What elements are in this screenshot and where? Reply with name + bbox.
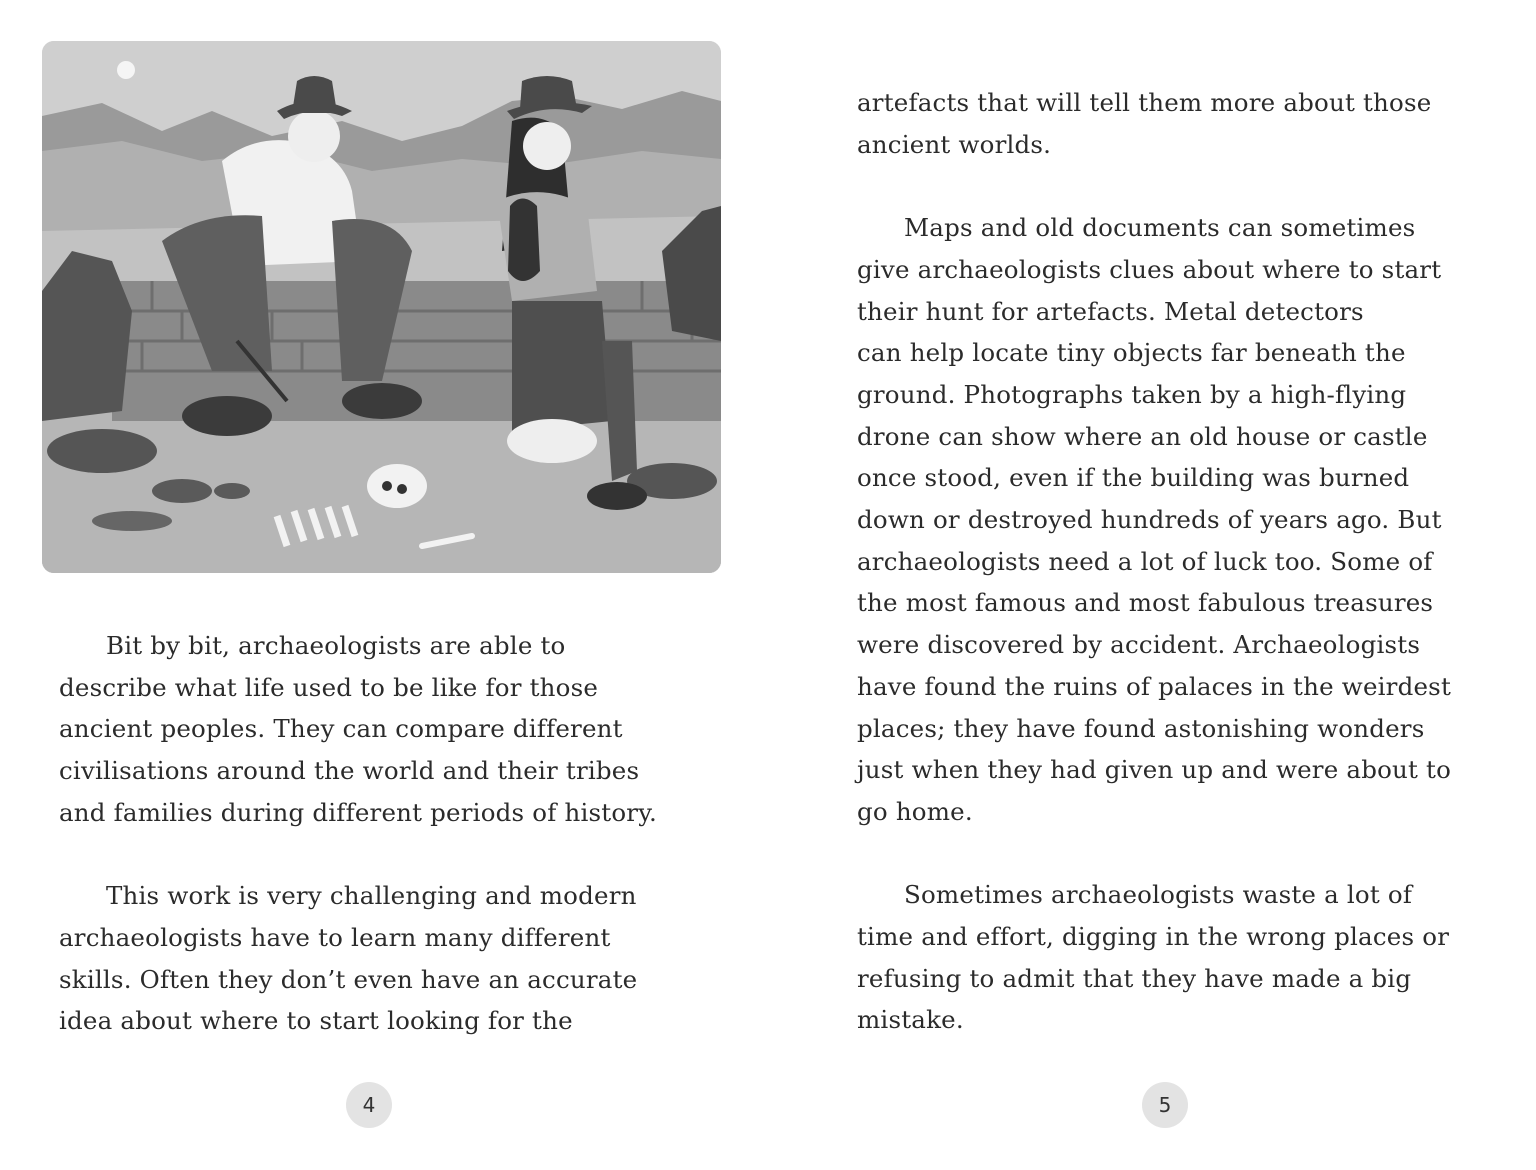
text-line: have found the ruins of palaces in the weirdest bbox=[857, 671, 1451, 701]
text-line: go home. bbox=[857, 796, 973, 826]
text-line: Bit by bit, archaeologists are able to bbox=[106, 631, 566, 660]
right-page bbox=[768, 0, 1536, 1170]
text-line: the most famous and most fabulous treasures bbox=[857, 588, 1434, 618]
text-line: Maps and old documents can sometimes bbox=[904, 213, 1416, 243]
text-line: give archaeologists clues about where to start bbox=[857, 254, 1442, 284]
text-line: places; they have found astonishing wonders bbox=[857, 713, 1425, 743]
text-line: can help locate tiny objects far beneath the bbox=[857, 338, 1406, 368]
text-line: were discovered by accident. Archaeologists bbox=[857, 630, 1421, 660]
text-line: idea about where to start looking for the bbox=[59, 1006, 573, 1036]
text-line: Sometimes archaeologists waste a lot of bbox=[904, 880, 1413, 910]
text-line: their hunt for artefacts. Metal detectors bbox=[857, 296, 1364, 326]
text-line: civilisations around the world and their tribes bbox=[59, 756, 640, 786]
text-line: archaeologists need a lot of luck too. Some of bbox=[857, 546, 1433, 576]
text-line: refusing to admit that they have made a big bbox=[857, 963, 1412, 993]
text-line: skills. Often they don’t even have an accurate bbox=[59, 964, 638, 994]
text-line: describe what life used to be like for those bbox=[59, 672, 599, 702]
illustration-image bbox=[42, 41, 721, 573]
text-line: just when they had given up and were about to bbox=[857, 755, 1452, 785]
left-page-text bbox=[59, 625, 709, 1042]
text-line: This work is very challenging and modern bbox=[106, 881, 637, 911]
archaeologists-illustration bbox=[42, 41, 721, 573]
text-line: time and effort, digging in the wrong places or bbox=[857, 922, 1450, 952]
text-line: and families during different periods of history. bbox=[59, 797, 657, 827]
text-line: artefacts that will tell them more about those bbox=[857, 88, 1432, 117]
text-line: ground. Photographs taken by a high-flying bbox=[857, 379, 1407, 409]
text-line: drone can show where an old house or castle bbox=[857, 421, 1428, 451]
page-number: 5 bbox=[1142, 1082, 1188, 1128]
right-page-text bbox=[857, 82, 1517, 1041]
text-line: once stood, even if the building was burned bbox=[857, 463, 1410, 493]
text-line: ancient peoples. They can compare different bbox=[59, 714, 623, 744]
page-number: 4 bbox=[346, 1082, 392, 1128]
text-line: mistake. bbox=[857, 1005, 964, 1035]
text-line: archaeologists have to learn many different bbox=[59, 922, 611, 952]
text-line: ancient worlds. bbox=[857, 129, 1052, 159]
text-line: down or destroyed hundreds of years ago. But bbox=[857, 505, 1442, 535]
